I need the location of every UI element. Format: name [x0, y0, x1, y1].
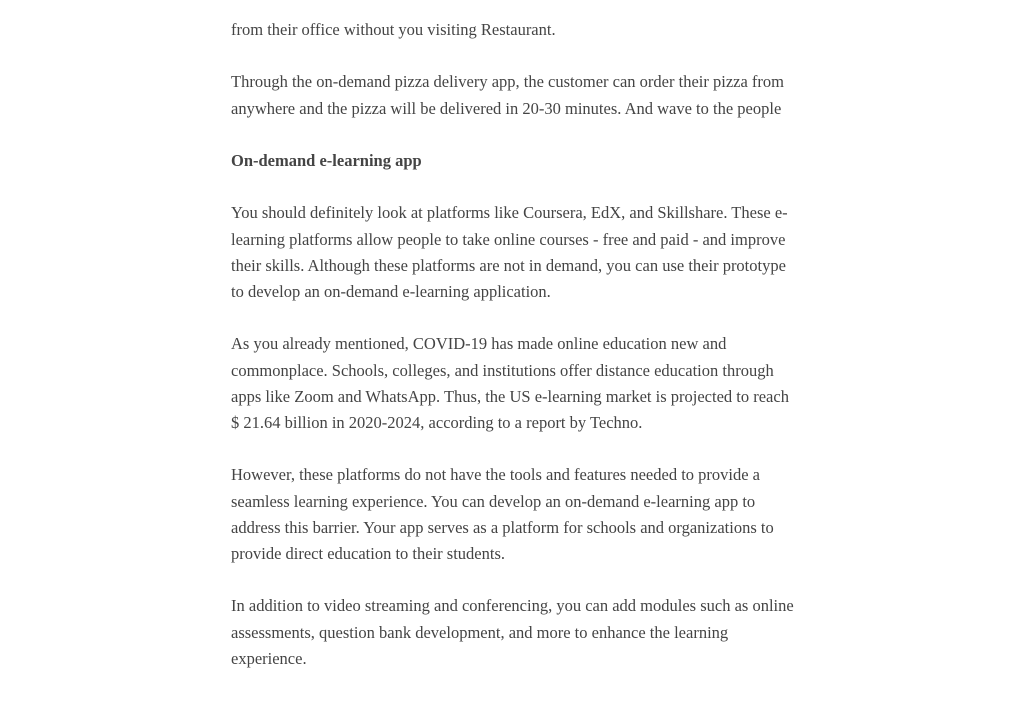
article-body	[231, 17, 797, 698]
paragraph-barrier: However, these platforms do not have the tools and features needed to provide a seamless learning experience. You can develop an on-demand e-learning app to address this barrier. Your app serves as a platform for schools and organizations to provide direct education to their students.	[231, 465, 774, 563]
paragraph-pizza-delivery: Through the on-demand pizza delivery app, the customer can order their pizza from anywhere and the pizza will be delivered in 20-30 minutes. And wave to the people	[231, 72, 784, 118]
paragraph-modules: In addition to video streaming and conferencing, you can add modules such as online assessments, question bank development, and more to enhance the learning experience.	[231, 596, 794, 668]
paragraph-platforms: You should definitely look at platforms like Coursera, EdX, and Skillshare. These e-learning platforms allow people to take online courses - free and paid - and improve their skills. Although these platforms are not in demand, you can use their prototype to develop an on-demand e-learning application.	[231, 203, 788, 301]
section-heading-elearning: On-demand e-learning app	[231, 150, 422, 170]
paragraph-covid: As you already mentioned, COVID-19 has made online education new and commonplace. Schools, colleges, and institutions offer distance education through apps like Zoom and WhatsApp. Thus, the US e-learning market is projected to reach $ 21.64 billion in 2020-2024, according to a report by Techno.	[231, 334, 789, 432]
paragraph-restaurant: from their office without you visiting Restaurant.	[231, 20, 556, 39]
